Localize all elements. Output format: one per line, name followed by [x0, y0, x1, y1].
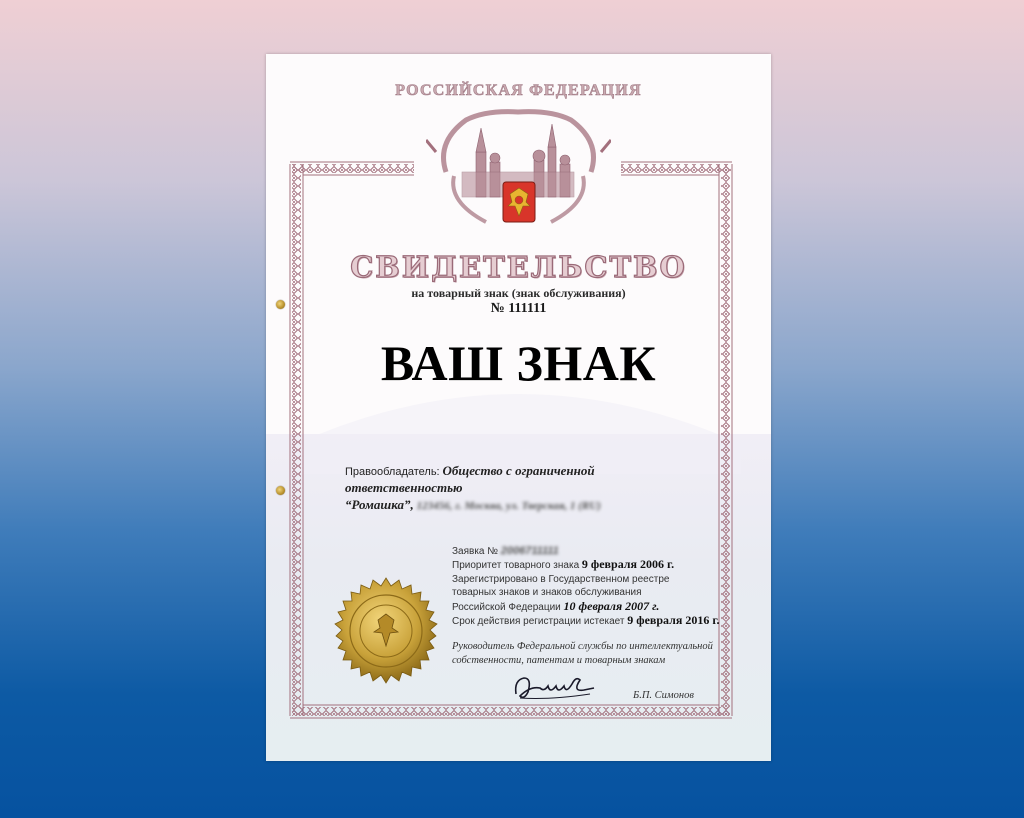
gold-seal-icon — [328, 576, 444, 692]
expiry-date: 9 февраля 2016 г. — [627, 613, 720, 628]
holder-address-blurred: 123456, г. Москва, ул. Тверская, 1 (RU) — [416, 500, 601, 512]
certificate-number: № 111111 — [490, 301, 547, 316]
application-number-blurred: 2006711111 — [500, 545, 559, 557]
certificate-subtitle: на товарный знак (знак обслуживания) — [411, 286, 626, 300]
country-heading: РОССИЙСКАЯ ФЕДЕРАЦИЯ — [395, 82, 642, 99]
signatory-position-line2: собственности, патентам и товарным знакам — [452, 655, 666, 666]
application-label: Заявка № — [452, 546, 498, 557]
certificate-sheet — [266, 54, 771, 761]
registered-line3-label: Российской Федерации — [452, 601, 561, 613]
trademark-text: ВАШ ЗНАК — [380, 335, 657, 391]
certificate-title: СВИДЕТЕЛЬСТВО — [350, 250, 687, 284]
holder-label: Правообладатель: — [345, 466, 440, 478]
right-holder-block — [345, 463, 705, 514]
kremlin-emblem-icon — [426, 102, 611, 242]
priority-label: Приоритет товарного знака — [452, 560, 580, 572]
registered-date: 10 февраля 2007 г. — [563, 598, 660, 613]
signatory-name: Б.П. Симонов — [633, 690, 694, 701]
signatory-position — [452, 640, 732, 668]
holder-org-line2: “Ромашка”, — [345, 497, 414, 512]
registered-line2: товарных знаков и знаков обслуживания — [452, 587, 642, 599]
signatory-position-line1: Руководитель Федеральной службы по интеллектуальной — [452, 641, 713, 652]
expiry-label: Срок действия регистрации истекает — [452, 616, 625, 628]
priority-date: 9 февраля 2006 г. — [581, 557, 675, 572]
registration-block — [452, 545, 752, 628]
registered-line1: Зарегистрировано в Государственном реестре — [452, 573, 670, 585]
signature-icon — [510, 666, 600, 706]
binder-hole-bottom — [276, 486, 285, 495]
holder-org-line1: Общество с ограниченной ответственностью — [345, 463, 595, 495]
